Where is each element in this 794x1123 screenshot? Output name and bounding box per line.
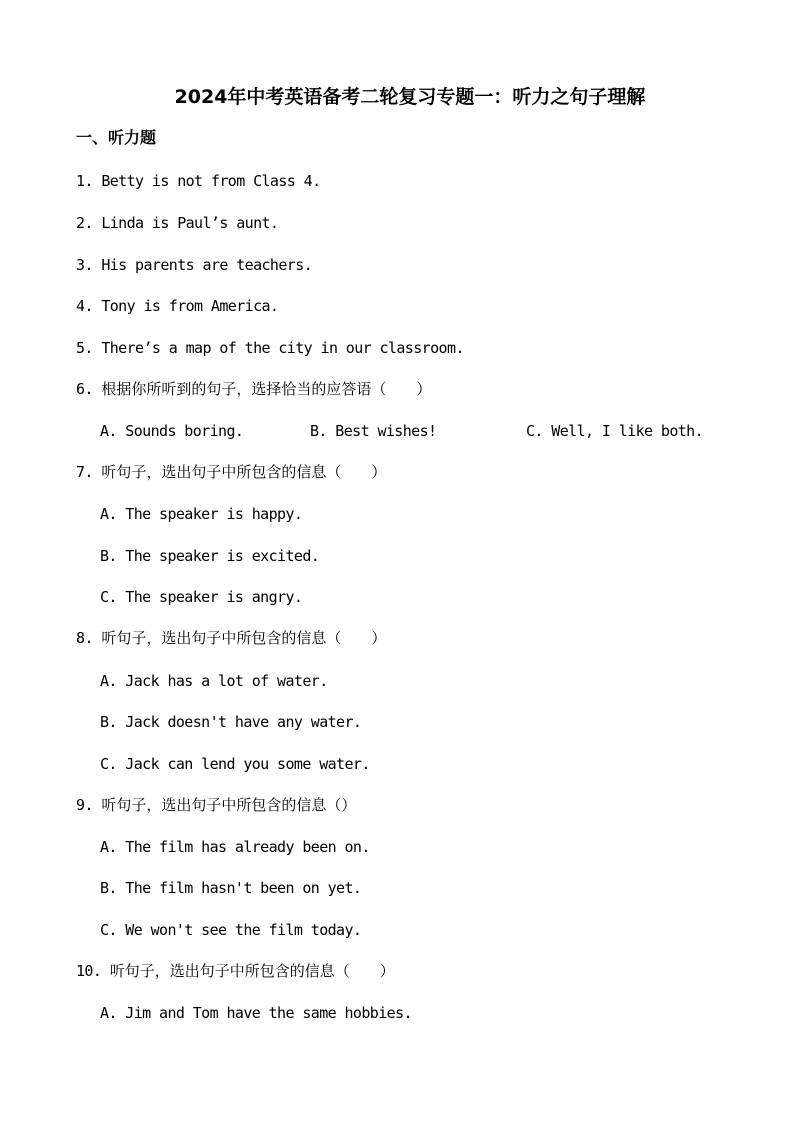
question-number: 8.: [76, 629, 93, 647]
question-number: 3.: [76, 256, 93, 274]
question-3: [76, 254, 312, 276]
question-10: [76, 960, 395, 982]
question-number: 9.: [76, 796, 93, 814]
question-4: [76, 295, 278, 317]
question-2: [76, 212, 278, 234]
question-number: 2.: [76, 214, 93, 232]
question-number: 4.: [76, 297, 93, 315]
question-1: [76, 170, 321, 192]
question-8: [76, 627, 386, 649]
question-text: 听句子，选出句子中所包含的信息（ ）: [101, 463, 387, 481]
question-9-option-b: B. The film hasn't been on yet.: [100, 879, 362, 897]
question-text: Linda is Paul’s aunt.: [101, 214, 279, 232]
question-5: [76, 337, 464, 359]
question-6: [76, 378, 431, 400]
question-text: 听句子，选出句子中所包含的信息（）: [101, 796, 357, 814]
question-9-option-a: A. The film has already been on.: [100, 838, 370, 856]
question-8-option-b: B. Jack doesn't have any water.: [100, 713, 362, 731]
question-7: [76, 461, 386, 483]
question-text: His parents are teachers.: [101, 256, 313, 274]
question-text: Betty is not from Class 4.: [101, 172, 321, 190]
question-number: 5.: [76, 339, 93, 357]
question-7-option-c: C. The speaker is angry.: [100, 588, 303, 606]
question-6-option-c: C. Well, I like both.: [526, 422, 704, 440]
page-title: 2024年中考英语备考二轮复习专题一：听力之句子理解: [174, 86, 646, 108]
question-6-option-b: B. Best wishes!: [310, 422, 437, 440]
question-7-option-b: B. The speaker is excited.: [100, 547, 320, 565]
section-heading: 一、听力题: [76, 128, 157, 147]
question-text: 根据你所听到的句子，选择恰当的应答语（ ）: [101, 380, 432, 398]
question-text: 听句子，选出句子中所包含的信息（ ）: [109, 962, 395, 980]
question-text: 听句子，选出句子中所包含的信息（ ）: [101, 629, 387, 647]
question-8-option-a: A. Jack has a lot of water.: [100, 672, 328, 690]
question-number: 1.: [76, 172, 93, 190]
question-9: [76, 794, 356, 816]
question-10-option-a: A. Jim and Tom have the same hobbies.: [100, 1004, 412, 1022]
question-8-option-c: C. Jack can lend you some water.: [100, 755, 370, 773]
question-9-option-c: C. We won't see the film today.: [100, 921, 362, 939]
question-6-option-a: A. Sounds boring.: [100, 422, 244, 440]
question-number: 6.: [76, 380, 93, 398]
question-text: There’s a map of the city in our classroom.: [101, 339, 464, 357]
question-number: 10.: [76, 962, 102, 980]
question-number: 7.: [76, 463, 93, 481]
question-text: Tony is from America.: [101, 297, 279, 315]
question-7-option-a: A. The speaker is happy.: [100, 505, 303, 523]
